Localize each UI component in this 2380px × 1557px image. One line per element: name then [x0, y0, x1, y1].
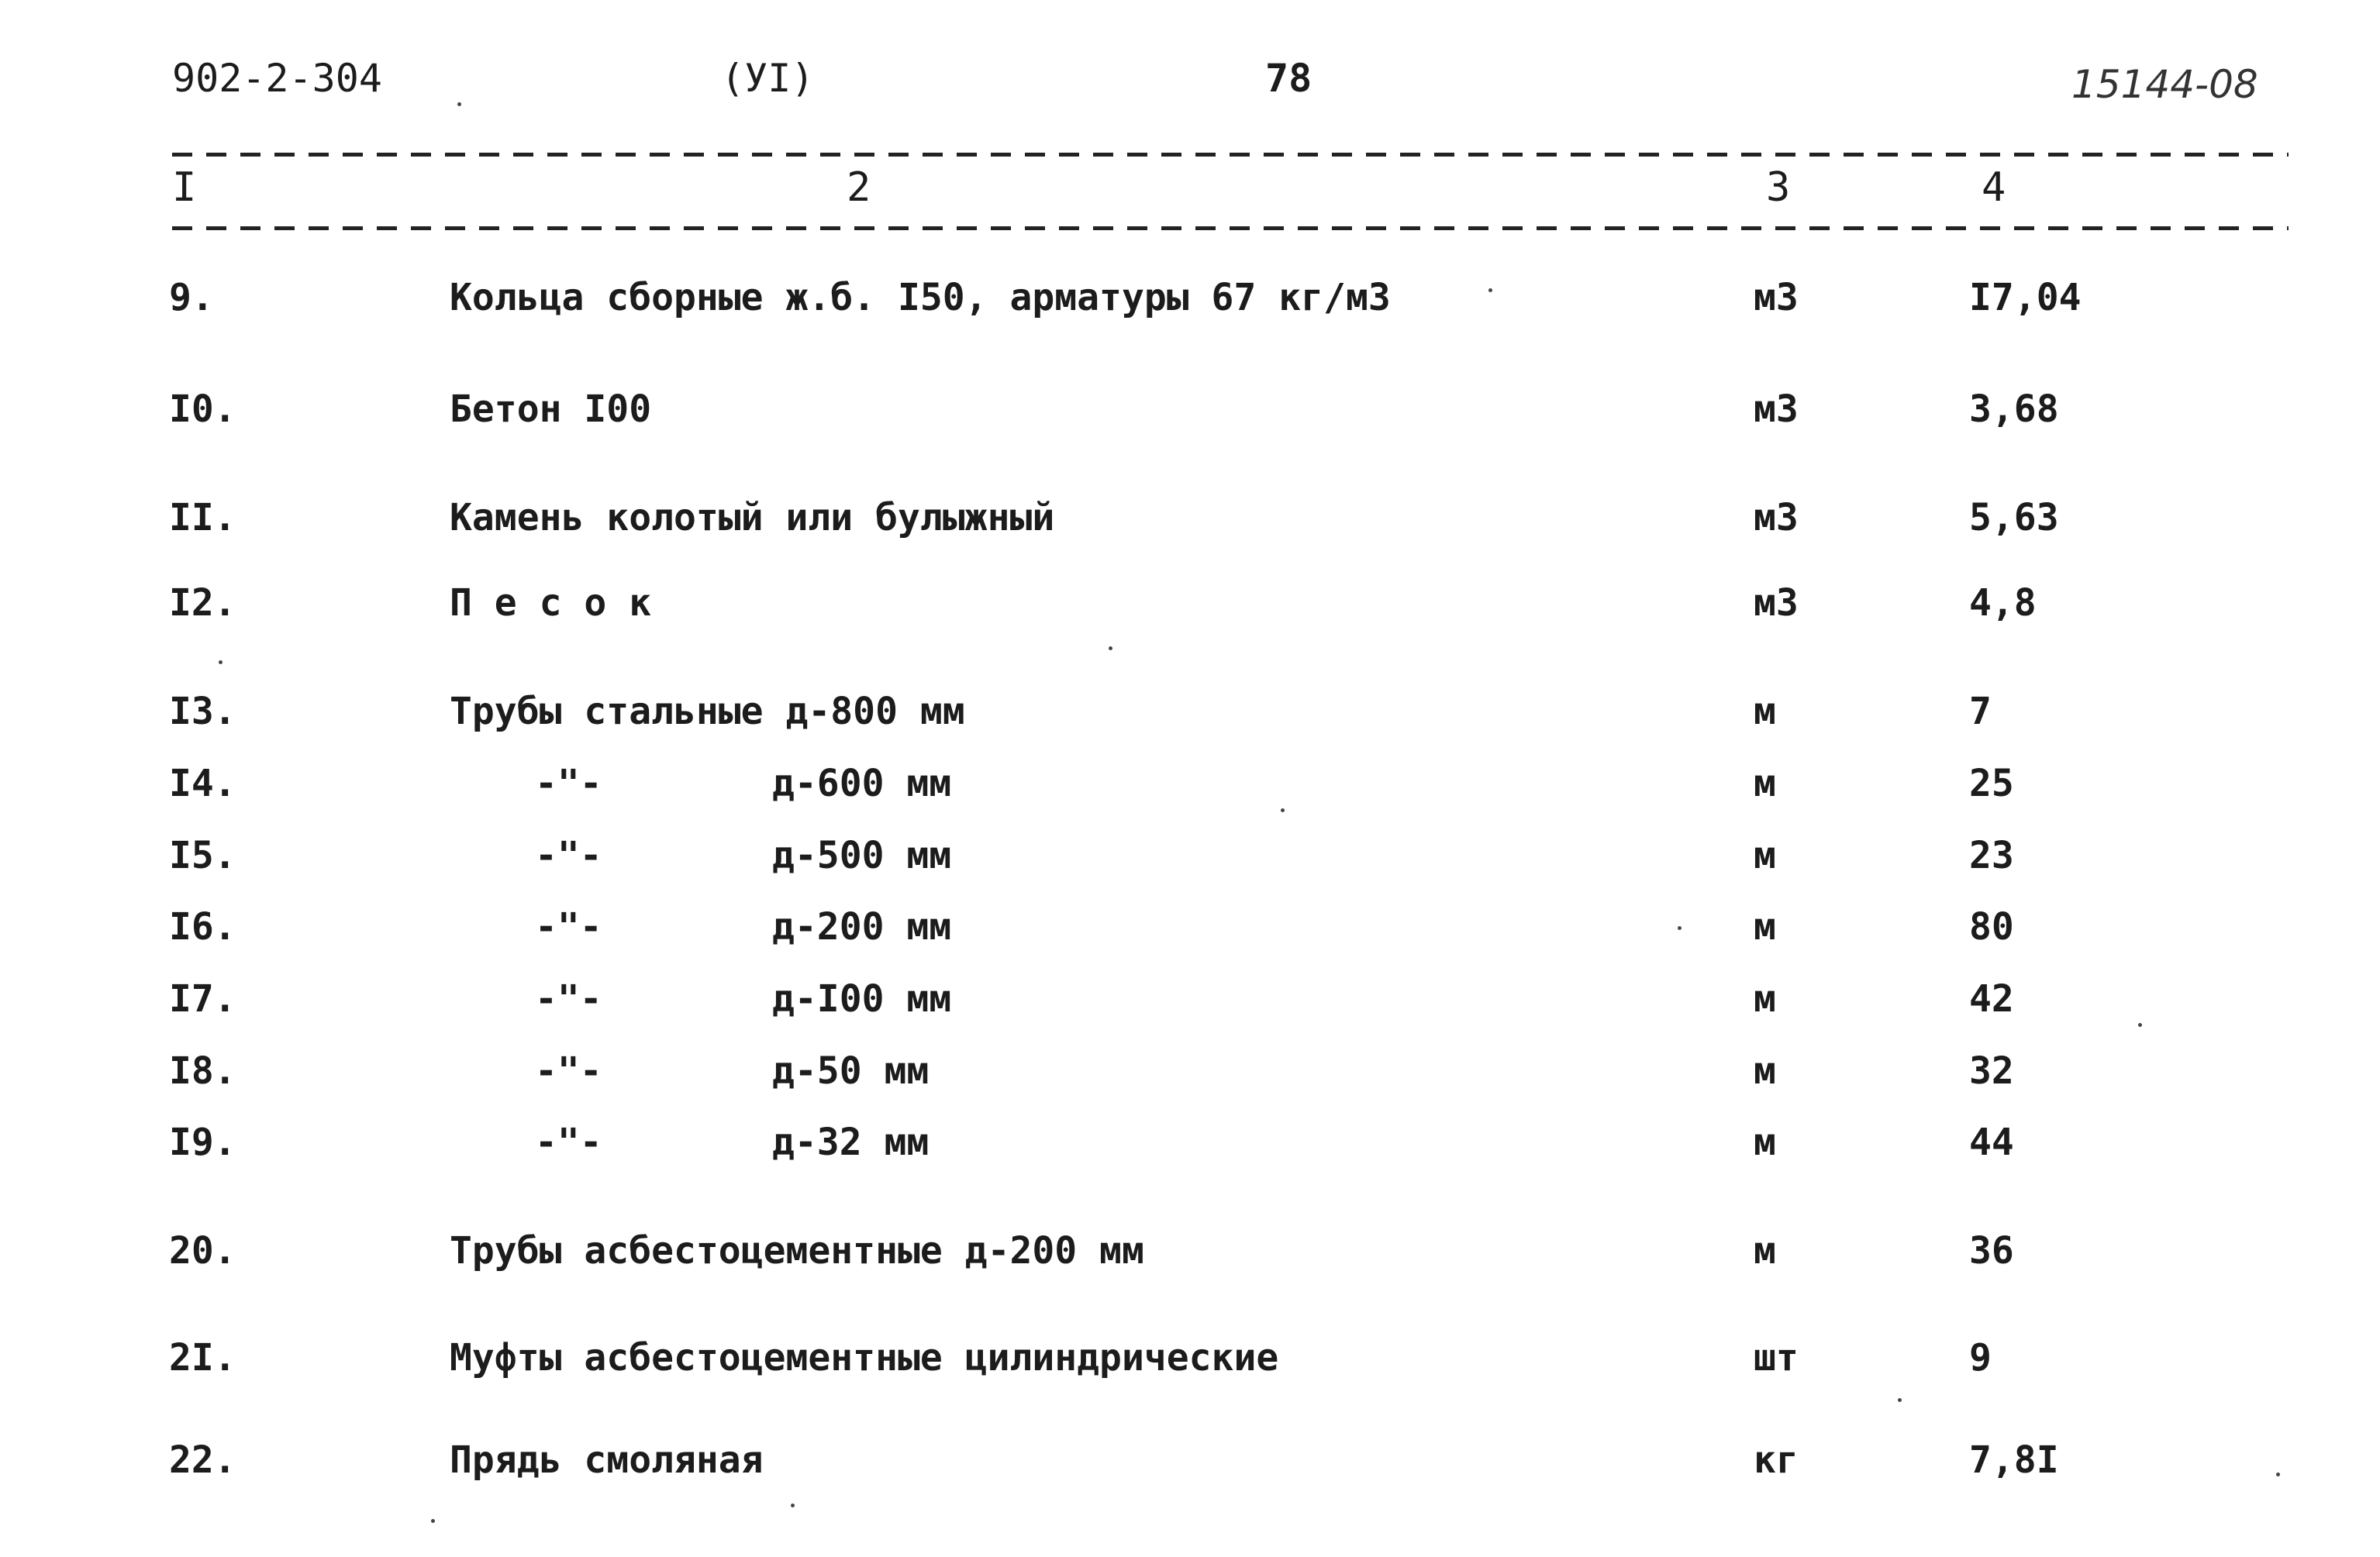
header-bottom-rule	[172, 226, 2289, 230]
quantity: 7,8I	[1969, 1438, 2059, 1482]
scan-speck	[1678, 926, 1682, 930]
unit: м	[1754, 762, 1776, 805]
unit: м	[1754, 1049, 1776, 1093]
table-row	[0, 388, 2380, 442]
row-number: I4.	[169, 762, 236, 805]
quantity: 5,63	[1969, 496, 2059, 539]
scan-speck	[2276, 1473, 2280, 1476]
row-number: I0.	[169, 388, 236, 431]
item-name: Кольца сборные ж.б. I50, арматуры 67 кг/м3	[450, 276, 1391, 319]
table-row	[0, 1049, 2380, 1104]
table-row	[0, 1229, 2380, 1283]
header-top-rule	[172, 153, 2289, 157]
ditto-mark: -"-	[535, 1121, 602, 1164]
column-number-4: 4	[1982, 164, 2006, 211]
item-name: Трубы стальные д-800 мм	[450, 690, 965, 733]
table-row	[0, 762, 2380, 816]
unit: м	[1754, 977, 1776, 1021]
row-number: II.	[169, 496, 236, 539]
table-row	[0, 276, 2380, 330]
scan-speck	[1898, 1398, 1902, 1402]
table-row	[0, 905, 2380, 959]
scan-speck	[457, 102, 461, 106]
quantity: 3,68	[1969, 388, 2059, 431]
ditto-mark: -"-	[535, 905, 602, 949]
item-name: Бетон I00	[450, 388, 652, 431]
column-number-3: 3	[1766, 164, 1791, 211]
table-row	[0, 690, 2380, 744]
document-code: 902-2-304	[172, 56, 382, 101]
table-row	[0, 496, 2380, 550]
scan-speck	[431, 1519, 435, 1523]
row-number: I7.	[169, 977, 236, 1021]
quantity: 23	[1969, 834, 2014, 877]
table-row	[0, 977, 2380, 1032]
table-row	[0, 581, 2380, 636]
quantity: 9	[1969, 1336, 1992, 1380]
scan-speck	[2138, 1023, 2142, 1027]
row-number: I3.	[169, 690, 236, 733]
unit: м3	[1754, 496, 1799, 539]
row-number: I2.	[169, 581, 236, 625]
pipe-diameter: д-200 мм	[772, 905, 952, 949]
column-number-1: I	[172, 164, 197, 211]
row-number: I8.	[169, 1049, 236, 1093]
unit: м3	[1754, 276, 1799, 319]
unit: м	[1754, 905, 1776, 949]
item-name: Муфты асбестоцементные цилиндрические	[450, 1336, 1279, 1380]
ditto-mark: -"-	[535, 762, 602, 805]
quantity: 25	[1969, 762, 2014, 805]
pipe-diameter: д-I00 мм	[772, 977, 952, 1021]
pipe-diameter: д-500 мм	[772, 834, 952, 877]
pipe-diameter: д-50 мм	[772, 1049, 930, 1093]
quantity: 32	[1969, 1049, 2014, 1093]
pipe-diameter: д-600 мм	[772, 762, 952, 805]
table-row	[0, 1121, 2380, 1175]
ditto-mark: -"-	[535, 977, 602, 1021]
item-name: Камень колотый или булыжный	[450, 496, 1055, 539]
table-row	[0, 1336, 2380, 1390]
archive-number: 15144-08	[2071, 62, 2258, 107]
unit: м	[1754, 1229, 1776, 1273]
row-number: 22.	[169, 1438, 236, 1482]
quantity: 7	[1969, 690, 1992, 733]
row-number: 20.	[169, 1229, 236, 1273]
quantity: 44	[1969, 1121, 2014, 1164]
table-row	[0, 834, 2380, 888]
quantity: 36	[1969, 1229, 2014, 1273]
pipe-diameter: д-32 мм	[772, 1121, 930, 1164]
unit: м3	[1754, 388, 1799, 431]
unit: м	[1754, 1121, 1776, 1164]
scan-speck	[1281, 808, 1285, 812]
column-number-2: 2	[847, 164, 871, 211]
row-number: 2I.	[169, 1336, 236, 1380]
item-name: П е с о к	[450, 581, 652, 625]
scan-speck	[791, 1504, 795, 1507]
unit: м3	[1754, 581, 1799, 625]
ditto-mark: -"-	[535, 834, 602, 877]
unit: м	[1754, 834, 1776, 877]
unit: м	[1754, 690, 1776, 733]
section-label: (УI)	[721, 56, 815, 101]
row-number: 9.	[169, 276, 214, 319]
quantity: 42	[1969, 977, 2014, 1021]
scan-speck	[219, 660, 222, 664]
quantity: 80	[1969, 905, 2014, 949]
item-name: Прядь смоляная	[450, 1438, 764, 1482]
scan-speck	[1488, 288, 1492, 292]
scan-speck	[1109, 646, 1112, 650]
ditto-mark: -"-	[535, 1049, 602, 1093]
quantity: I7,04	[1969, 276, 2082, 319]
row-number: I5.	[169, 834, 236, 877]
item-name: Трубы асбестоцементные д-200 мм	[450, 1229, 1144, 1273]
unit: шт	[1754, 1336, 1799, 1380]
row-number: I9.	[169, 1121, 236, 1164]
quantity: 4,8	[1969, 581, 2037, 625]
row-number: I6.	[169, 905, 236, 949]
unit: кг	[1754, 1438, 1799, 1482]
page-number: 78	[1265, 56, 1312, 101]
table-row	[0, 1438, 2380, 1493]
